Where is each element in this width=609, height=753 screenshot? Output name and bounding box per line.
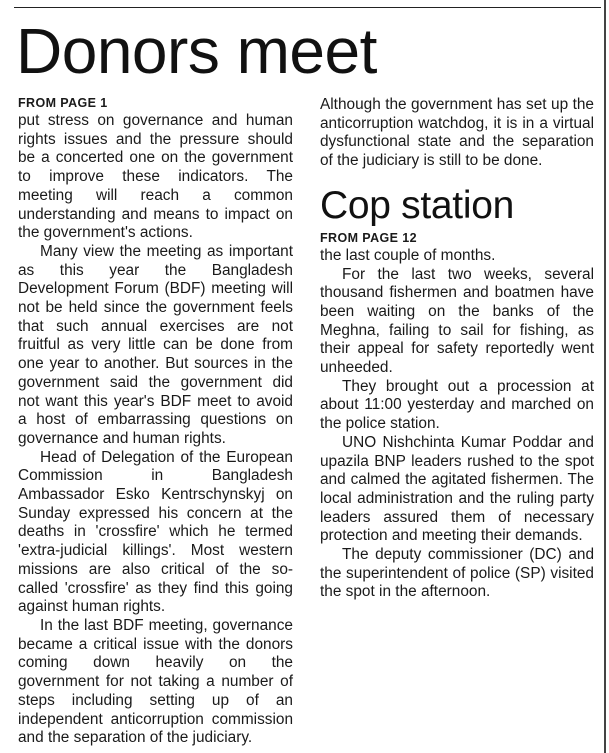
paragraph: put stress on governance and human rights issues and the pressure should be a concerted one on the government to improve these indicators. The meeting will reach a common understanding and means to impact on the government's actions. — [18, 112, 293, 242]
paragraph: the last couple of months. — [320, 246, 496, 264]
paragraph: For the last two weeks, several thousand fishermen and boatmen have been waiting on the banks of the Meghna, failing to sail for fishing, as their appeal for safety reportedly went unheeded. — [320, 265, 594, 377]
paragraph: The deputy commissioner (DC) and the superintendent of police (SP) visited the spot in the afternoon. — [320, 546, 594, 601]
page-edge-rule — [604, 0, 606, 753]
paragraph: Head of Delegation of the European Commission in Bangladesh Ambassador Esko Kentrschynskyj on Sunday expressed his concern at the deaths in 'crossfire' which he termed 'extra-judicial killings'. Most western missions are also critical of the so-called 'crossfire' as they find this going against human rights. — [18, 448, 293, 616]
top-rule — [14, 7, 601, 8]
paragraph: Many view the meeting as important as this year the Bangladesh Development Forum (BDF) meeting will not be held since the government feels that such annual exercises are not fruitful as very little can be done from one year to another. But sources in the government said the government did not want this year's BDF meet to avoid a host of embarrassing questions on governance and human rights. — [18, 242, 293, 447]
kicker-from-page-12: FROM PAGE 12 — [320, 230, 417, 245]
kicker-from-page-1: FROM PAGE 1 — [18, 96, 108, 110]
paragraph: They brought out a procession at about 11:00 yesterday and marched on the police station. — [320, 377, 594, 433]
article-donors-meet-column-1 — [18, 96, 293, 748]
headline-cop-station: Cop station — [320, 183, 514, 227]
paragraph-continuation: Although the government has set up the anticorruption watchdog, it is in a virtual dysfunctional state and the separation of the judiciary is still to be done. — [320, 96, 594, 170]
headline-donors-meet: Donors meet — [16, 15, 377, 87]
paragraph-continued: In the last BDF meeting, governance became a critical issue with the donors coming down heavily on the government for not taking a number of steps including setting up of an independent anticorruption commission and the separation of the judiciary. — [18, 616, 293, 747]
article-cop-station-column — [320, 96, 594, 602]
paragraph: UNO Nishchinta Kumar Poddar and upazila BNP leaders rushed to the spot and calmed the agitated fishermen. The local administration and the ruling party leaders assured them of necessary protection and meeting their demands. — [320, 433, 594, 545]
